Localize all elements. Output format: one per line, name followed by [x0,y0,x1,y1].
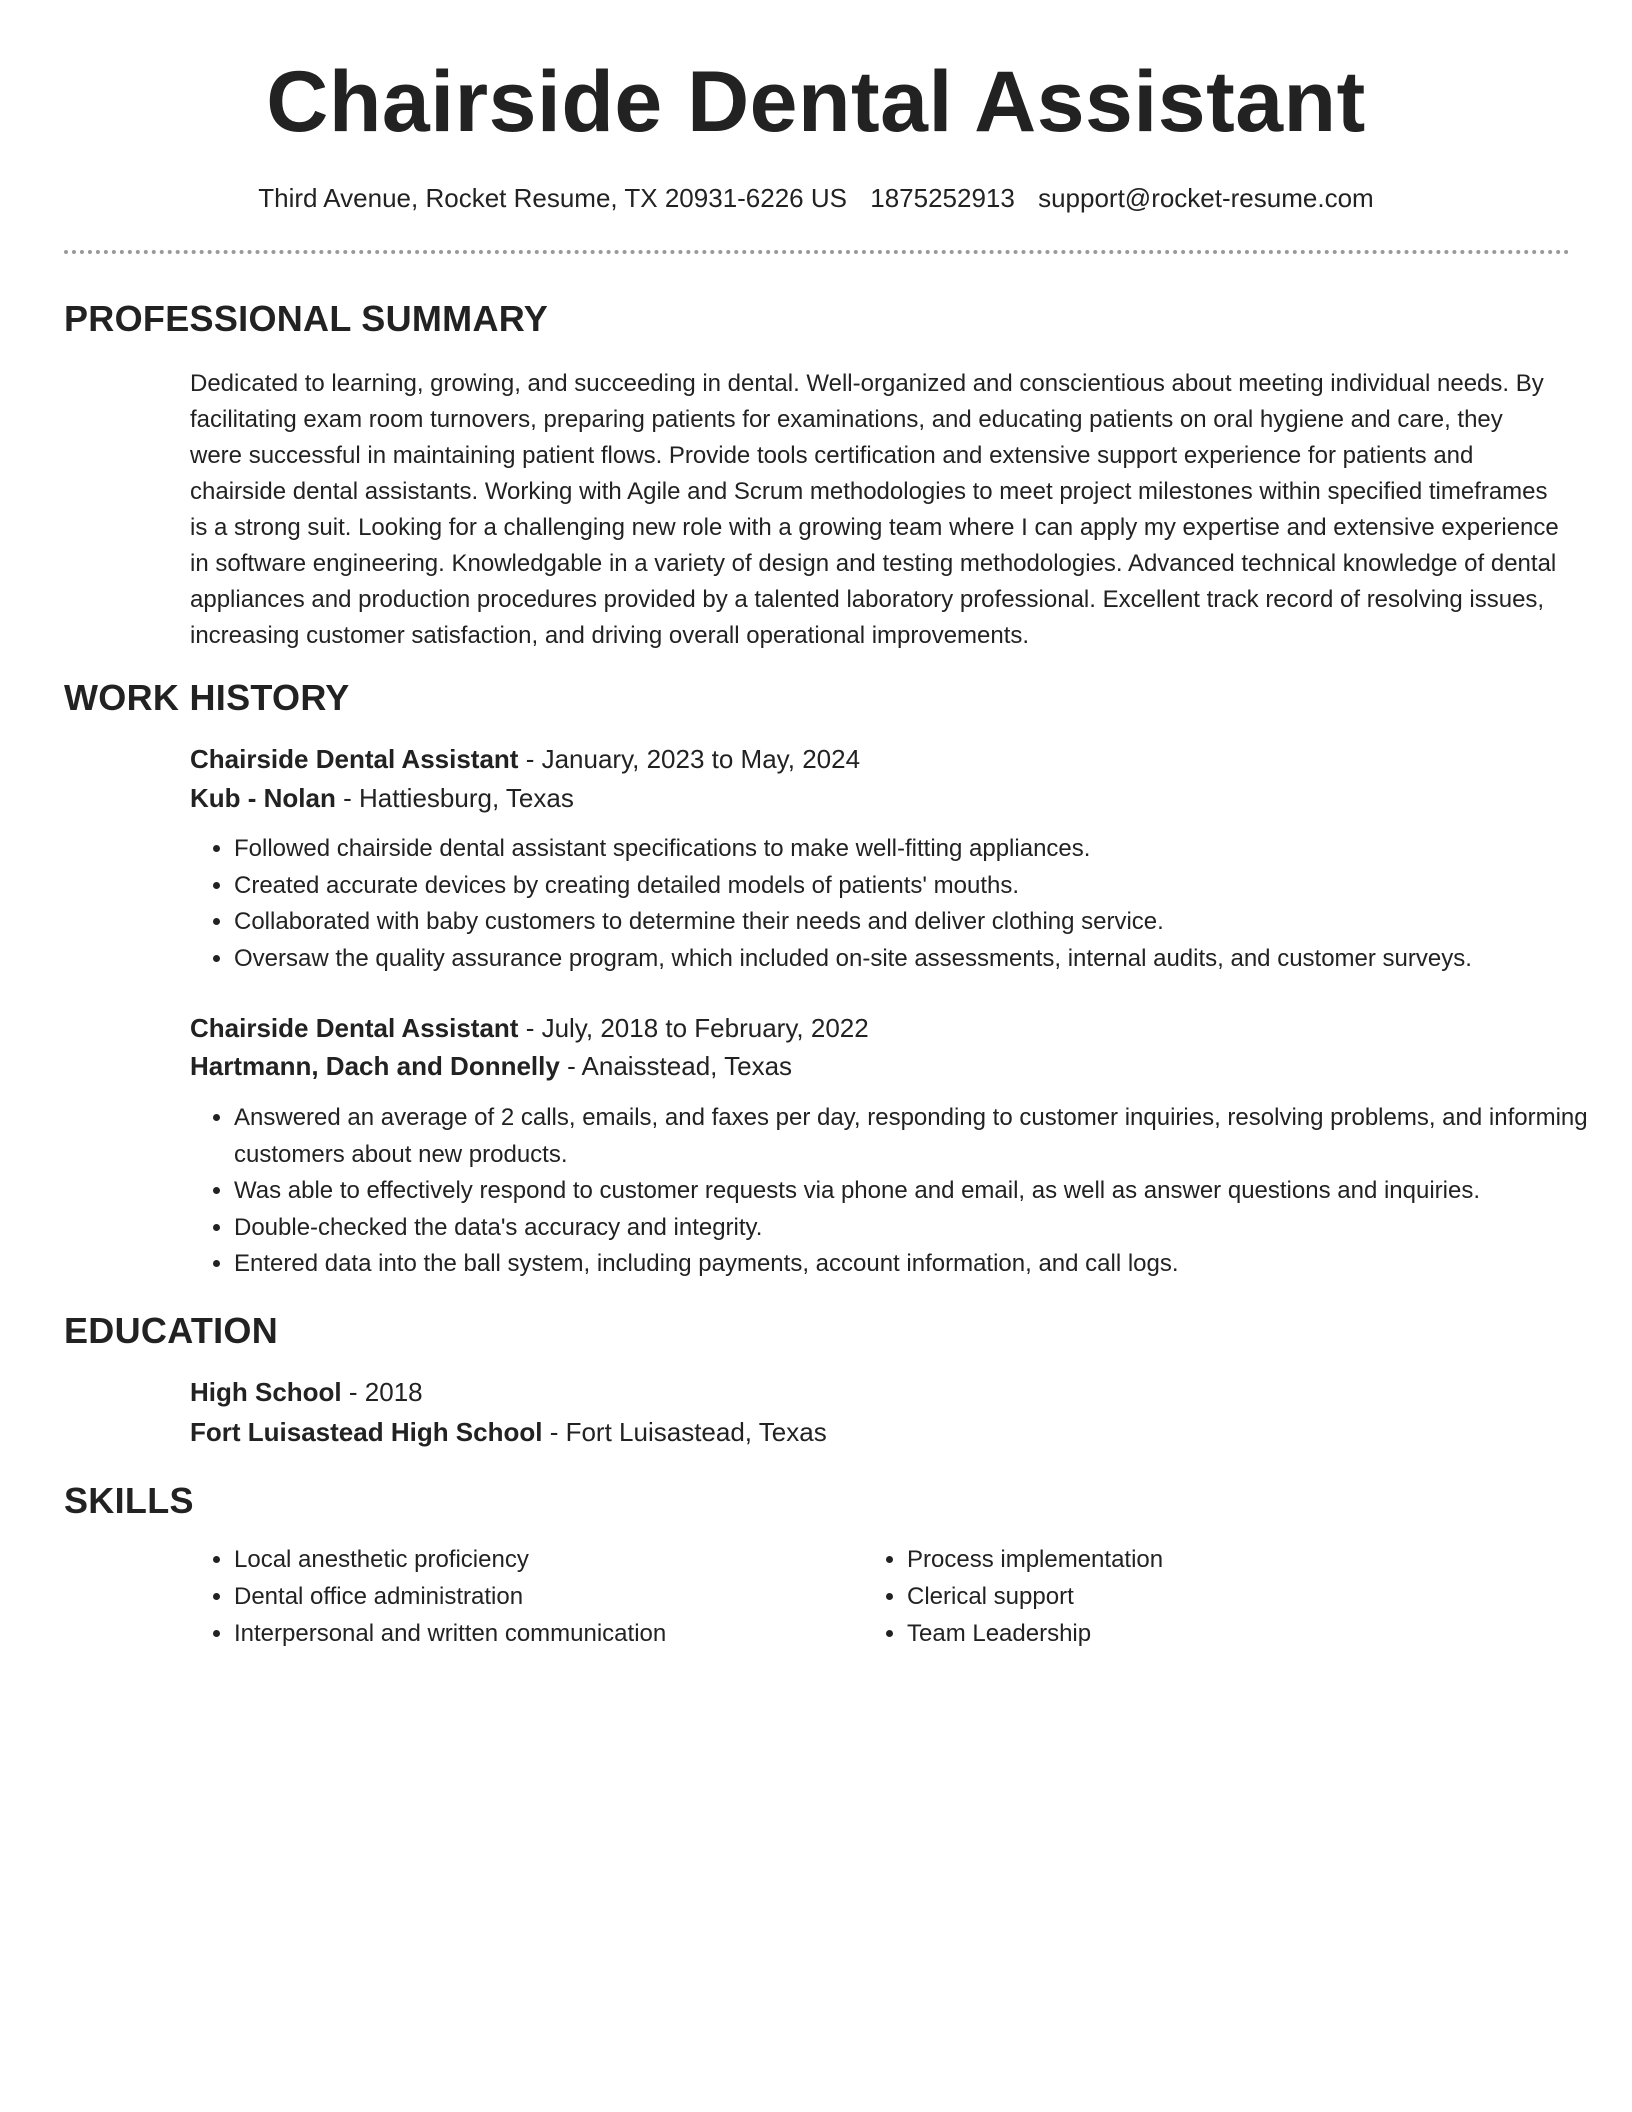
job-2-title-line [190,1010,869,1046]
summary-text: Dedicated to learning, growing, and succeeding in dental. Well-organized and conscientious about meeting individual needs. By facilitating exam room turnovers, preparing patients for examinations, and educating patients on oral hygiene and care, they were successful in maintaining patient flows. Provide tools certification and extensive support experience for patients and chairside dental assistants. Working with Agile and Scrum methodologies to meet project milestones within specified timeframes is a strong suit. Looking for a challenging new role with a growing team where I can apply my expertise and extensive experience in software engineering. Knowledgable in a variety of design and testing methodologies. Advanced technical knowledge of dental appliances and production procedures provided by a talented laboratory professional. Excellent track record of resolving issues, increasing customer satisfaction, and driving overall operational improvements. [190,370,1559,649]
job-1-location: - Hattiesburg, Texas [335,783,574,813]
job-1-company-line [190,780,574,816]
contact-phone: 1875252913 [870,183,1015,213]
job-2-bullets [190,1100,1614,1283]
contact-address: Third Avenue, Rocket Resume, TX 20931-6226 US [258,183,847,213]
contact-email: support@rocket-resume.com [1038,183,1374,213]
header-divider [64,250,1570,254]
education-degree-line [190,1374,423,1410]
job-2-company: Hartmann, Dach and Donnelly [190,1051,560,1081]
resume-name: Chairside Dental Assistant [266,54,1366,150]
section-title-skills: SKILLS [64,1480,194,1521]
skill-item: • Clerical support [907,1578,1547,1615]
job-1-bullet: • Collaborated with baby customers to determine their needs and deliver clothing service. [234,904,1614,941]
job-2-bullet: • Entered data into the ball system, including payments, account information, and call logs. [234,1246,1614,1283]
job-2-dates: - July, 2018 to February, 2022 [518,1013,869,1043]
skills-list-right [863,1541,1547,1652]
education-year: - 2018 [341,1377,423,1407]
section-title-education: EDUCATION [64,1310,279,1351]
job-2-location: - Anaisstead, Texas [559,1051,793,1081]
job-1-dates: - January, 2023 to May, 2024 [518,744,861,774]
job-2-bullet: • Answered an average of 2 calls, emails, and faxes per day, responding to customer inquiries, resolving problems, and informing customers about new products. [234,1100,1614,1173]
skill-item: • Local anesthetic proficiency [234,1541,874,1578]
job-1-role: Chairside Dental Assistant [190,744,519,774]
skill-item: • Team Leadership [907,1615,1547,1652]
education-location: - Fort Luisastead, Texas [542,1417,827,1447]
job-2-bullet: • Was able to effectively respond to customer requests via phone and email, as well as answer questions and inquiries. [234,1173,1614,1210]
section-title-summary: PROFESSIONAL SUMMARY [64,298,549,339]
education-school-line [190,1414,827,1450]
job-2-company-line [190,1048,792,1084]
skill-item: • Process implementation [907,1541,1547,1578]
contact-line [0,180,1632,216]
education-school: Fort Luisastead High School [190,1417,543,1447]
job-1-bullets [190,831,1614,977]
job-1-bullet: • Oversaw the quality assurance program, which included on-site assessments, internal audits, and customer surveys. [234,941,1614,978]
skill-item: • Dental office administration [234,1578,874,1615]
section-title-work: WORK HISTORY [64,677,350,718]
skill-item: • Interpersonal and written communication [234,1615,874,1652]
job-1-company: Kub - Nolan [190,783,336,813]
education-degree: High School [190,1377,342,1407]
job-2-bullet: • Double-checked the data's accuracy and integrity. [234,1210,1614,1247]
job-2-role: Chairside Dental Assistant [190,1013,519,1043]
job-1-bullet: • Created accurate devices by creating detailed models of patients' mouths. [234,868,1614,905]
job-1-title-line [190,741,860,777]
job-1-bullet: • Followed chairside dental assistant specifications to make well-fitting appliances. [234,831,1614,868]
skills-list-left [190,1541,874,1652]
